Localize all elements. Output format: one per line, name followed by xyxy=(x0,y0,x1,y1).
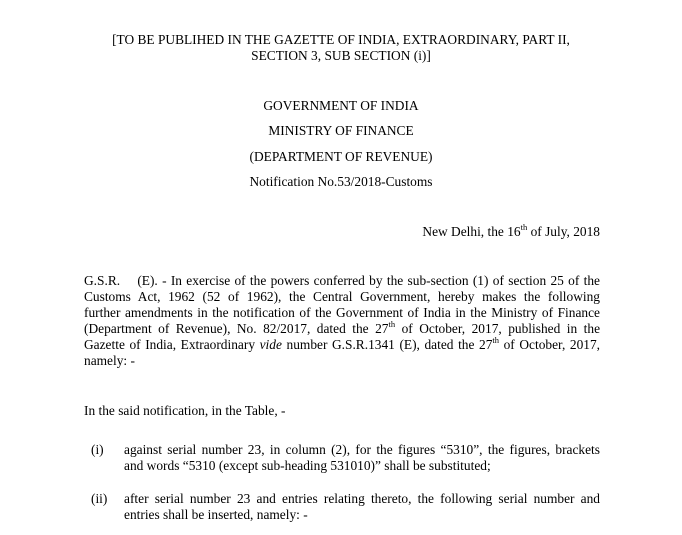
body-line-4 xyxy=(84,318,601,337)
government-heading: GOVERNMENT OF INDIA xyxy=(263,98,419,113)
dateline xyxy=(422,221,600,240)
body-line-5-vide: vide xyxy=(259,337,282,352)
item-line-1: against serial number 23, in column (2), for the figures “5310”, the figures, brackets xyxy=(124,442,600,457)
dateline-prefix: New Delhi, the 16 xyxy=(422,224,521,239)
item-line-2: entries shall be inserted, namely: - xyxy=(124,507,308,522)
department-heading: (DEPARTMENT OF REVENUE) xyxy=(249,149,433,164)
body-line-5-c: of October, 2017, xyxy=(499,337,601,352)
dateline-sup: th xyxy=(520,221,528,232)
body-line-5 xyxy=(84,334,601,353)
body-line-4-a: (Department of Revenue), No. 82/2017, dated the 27 xyxy=(84,321,389,336)
ministry-heading: MINISTRY OF FINANCE xyxy=(268,123,414,138)
dateline-suffix: of July, 2018 xyxy=(527,224,600,239)
intro-line: In the said notification, in the Table, - xyxy=(84,403,286,418)
body-line-1: G.S.R. (E). - In exercise of the powers conferred by the sub-section (1) of section 25 of the xyxy=(84,273,600,288)
body-line-5-b: number G.S.R.1341 (E), dated the 27 xyxy=(281,337,493,352)
body-line-5-sup: th xyxy=(492,334,500,345)
gazette-header-line-2: SECTION 3, SUB SECTION (i)] xyxy=(251,48,431,63)
body-line-3: further amendments in the notification of the Government of India in the Ministry of Finance xyxy=(84,305,600,320)
notification-number: Notification No.53/2018-Customs xyxy=(249,174,433,189)
body-line-6: namely: - xyxy=(84,353,135,368)
item-label: (ii) xyxy=(91,491,108,506)
body-line-4-sup: th xyxy=(388,318,396,329)
item-line-2: and words “5310 (except sub-heading 531010)” shall be substituted; xyxy=(124,458,491,473)
item-line-1: after serial number 23 and entries relating thereto, the following serial number and xyxy=(124,491,600,506)
body-line-5-a: Gazette of India, Extraordinary xyxy=(84,337,260,352)
item-label: (i) xyxy=(91,442,104,457)
body-line-2: Customs Act, 1962 (52 of 1962), the Central Government, hereby makes the following xyxy=(84,289,600,304)
gazette-header-line-1: [TO BE PUBLIHED IN THE GAZETTE OF INDIA, EXTRAORDINARY, PART II, xyxy=(112,32,570,47)
body-line-4-b: of October, 2017, published in the xyxy=(395,321,601,336)
